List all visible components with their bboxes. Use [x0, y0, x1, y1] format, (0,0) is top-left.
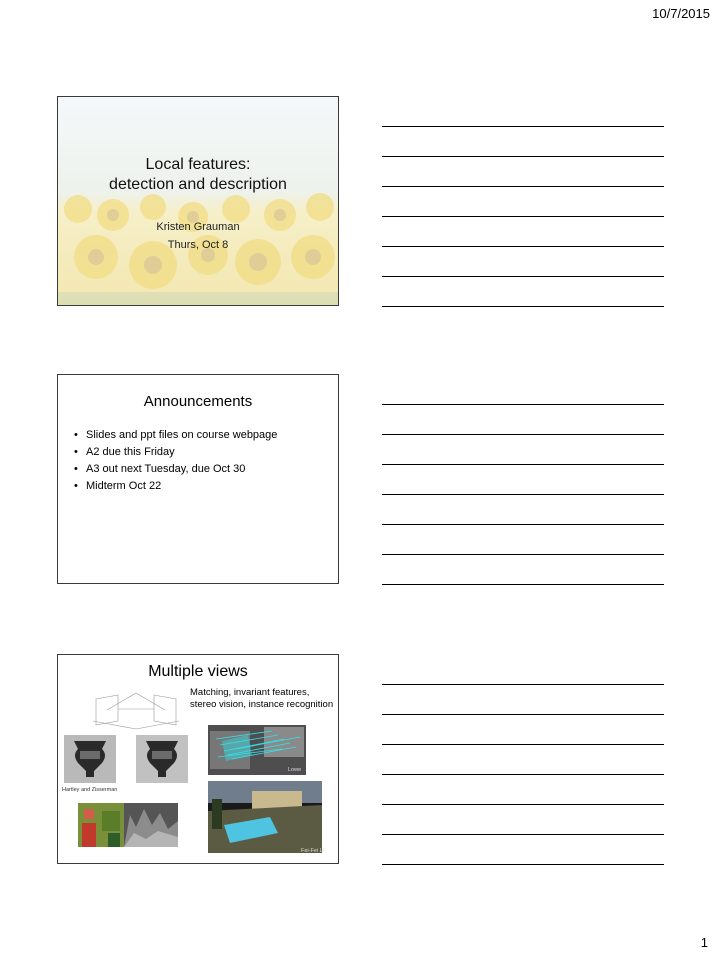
vase-image-left — [64, 735, 116, 783]
lecture-date: Thurs, Oct 8 — [167, 239, 229, 251]
slide-multiple-views — [57, 654, 339, 864]
author-name: Kristen Grauman — [156, 221, 240, 233]
caption-hartley: Hartley and Zisserman — [62, 787, 118, 793]
list-item: • A3 out next Tuesday, due Oct 30 — [74, 463, 246, 475]
list-item: • Slides and ppt files on course webpage — [74, 429, 278, 441]
announcement-list — [74, 427, 277, 495]
pool-scene-image — [208, 781, 322, 853]
page-date: 10/7/2015 — [652, 6, 710, 21]
caption-feifei: Fei-Fei Li — [301, 848, 324, 854]
sunflower-background-image — [58, 97, 339, 306]
slide-title-text — [58, 155, 338, 195]
slide-title — [57, 96, 339, 306]
slide-heading: Announcements — [143, 393, 253, 410]
caption-lowe: Lowe — [288, 767, 302, 773]
camera-geometry-diagram — [88, 691, 184, 733]
title-line-1: Local features: — [145, 156, 251, 173]
slide-subtitle: Matching, invariant features, stereo vision, instance recognition — [190, 687, 334, 710]
slide-heading: Multiple views — [148, 663, 248, 680]
page-number: 1 — [700, 935, 708, 950]
title-line-2: detection and description — [109, 176, 287, 193]
stereo-depth-image — [124, 803, 178, 847]
stereo-color-image — [78, 803, 124, 847]
slide-announcements — [57, 374, 339, 584]
list-item: • Midterm Oct 22 — [74, 480, 162, 492]
vase-image-right — [136, 735, 188, 783]
list-item: • A2 due this Friday — [74, 446, 175, 458]
